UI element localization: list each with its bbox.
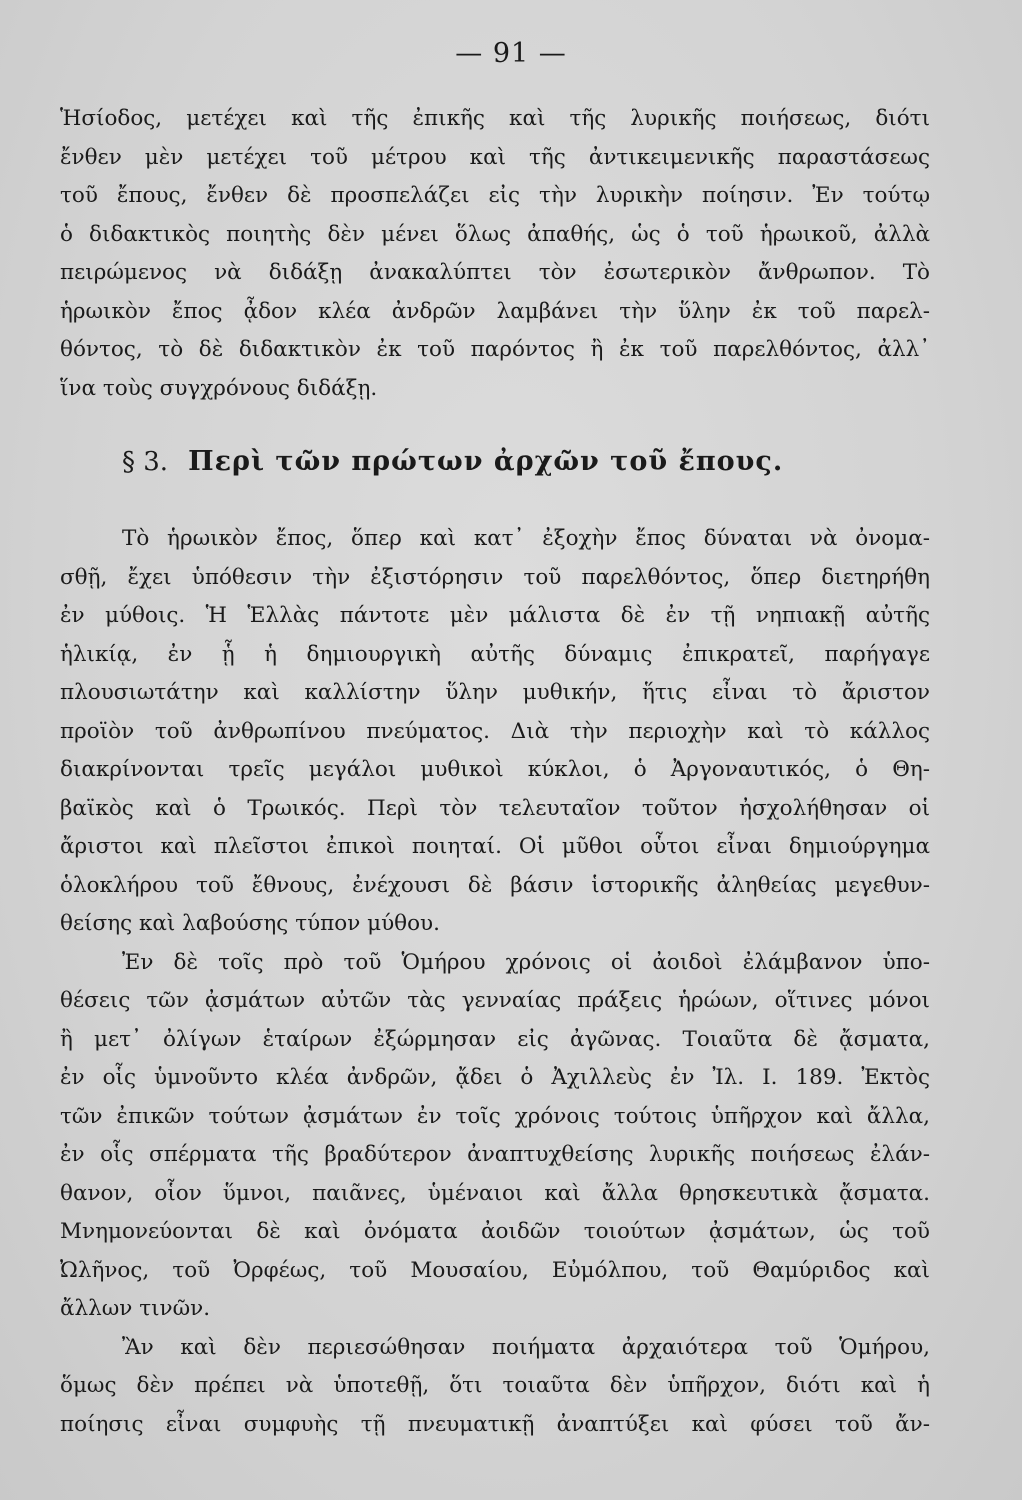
text-line: θείσης καὶ λαβούσης τύπον μύθου. — [60, 911, 440, 936]
text-line: Ἐν δὲ τοῖς πρὸ τοῦ Ὁμήρου χρόνοις οἱ ἀοιδοὶ ἐλάμβανον ὑπο- — [122, 949, 930, 975]
text-line: βαϊκὸς καὶ ὁ Τρωικός. Περὶ τὸν τελευταῖον τοῦτον ἠσχολήθησαν οἱ — [60, 795, 930, 821]
text-line: πειρώμενος νὰ διδάξῃ ἀνακαλύπτει τὸν ἐσωτερικὸν ἄνθρωπον. Τὸ — [60, 260, 930, 285]
text-line: σθῇ, ἔχει ὑπόθεσιν τὴν ἐξιστόρησιν τοῦ παρελθόντος, ὅπερ διετηρήθη — [60, 564, 930, 590]
text-line: Ἡσίοδος, μετέχει καὶ τῆς ἐπικῆς καὶ τῆς λυρικῆς ποιήσεως, διότι — [60, 106, 930, 131]
section-title: Περὶ τῶν πρώτων ἀρχῶν τοῦ ἔπους. — [188, 446, 784, 477]
text-line: διακρίνονται τρεῖς μεγάλοι μυθικοὶ κύκλοι, ὁ Ἀργοναυτικός, ὁ Θη- — [60, 757, 930, 782]
text-line: ἡλικίᾳ, ἐν ᾗ ἡ δημιουργικὴ αὐτῆς δύναμις ἐπικρατεῖ, παρήγαγε — [60, 641, 930, 667]
text-line: ἐν μύθοις. Ἡ Ἑλλὰς πάντοτε μὲν μάλιστα δὲ ἐν τῇ νηπιακῇ αὐτῆς — [60, 603, 930, 628]
text-line: πλουσιωτάτην καὶ καλλίστην ὕλην μυθικήν, ἥτις εἶναι τὸ ἄριστον — [60, 680, 930, 705]
text-line: ἐν οἷς σπέρματα τῆς βραδύτερον ἀναπτυχθείσης λυρικῆς ποιήσεως ἐλάν- — [60, 1142, 930, 1167]
text-line: Τὸ ἡρωικὸν ἔπος, ὅπερ καὶ κατ᾽ ἐξοχὴν ἔπος δύναται νὰ ὀνομα- — [122, 526, 930, 551]
top-paragraph — [60, 100, 930, 408]
text-line: ἔνθεν μὲν μετέχει τοῦ μέτρου καὶ τῆς ἀντικειμενικῆς παραστάσεως — [60, 144, 930, 170]
text-line: θόντος, τὸ δὲ διδακτικὸν ἐκ τοῦ παρόντος ἢ ἐκ τοῦ παρελθόντος, ἀλλ᾽ — [60, 337, 930, 362]
section-body — [60, 520, 930, 1444]
text-line: Μνημονεύονται δὲ καὶ ὀνόματα ἀοιδῶν τοιούτων ᾀσμάτων, ὡς τοῦ — [60, 1219, 930, 1244]
text-line: ὅμως δὲν πρέπει νὰ ὑποτεθῇ, ὅτι τοιαῦτα δὲν ὑπῆρχον, διότι καὶ ἡ — [60, 1373, 930, 1398]
text-line: Ὠλῆνος, τοῦ Ὀρφέως, τοῦ Μουσαίου, Εὐμόλπου, τοῦ Θαμύριδος καὶ — [60, 1257, 930, 1283]
text-line: ὁ διδακτικὸς ποιητὴς δὲν μένει ὅλως ἀπαθής, ὡς ὁ τοῦ ἡρωικοῦ, ἀλλὰ — [60, 221, 930, 247]
text-line: ἄριστοι καὶ πλεῖστοι ἐπικοὶ ποιηταί. Οἱ μῦθοι οὗτοι εἶναι δημιούργημα — [60, 834, 930, 859]
section-heading — [122, 440, 882, 484]
text-line: ποίησις εἶναι συμφυὴς τῇ πνευματικῇ ἀναπτύξει καὶ φύσει τοῦ ἄν- — [60, 1411, 930, 1437]
text-line: προϊὸν τοῦ ἀνθρωπίνου πνεύματος. Διὰ τὴν περιοχὴν καὶ τὸ κάλλος — [60, 718, 930, 744]
text-line: τῶν ἐπικῶν τούτων ᾀσμάτων ἐν τοῖς χρόνοις τούτοις ὑπῆρχον καὶ ἄλλα, — [60, 1103, 930, 1129]
text-line: ὁλοκλήρου τοῦ ἔθνους, ἐνέχουσι δὲ βάσιν ἱστορικῆς ἀληθείας μεγεθυν- — [60, 872, 930, 898]
text-line: Ἂν καὶ δὲν περιεσώθησαν ποιήματα ἀρχαιότερα τοῦ Ὁμήρου, — [122, 1334, 930, 1360]
page-number: — 91 — — [455, 38, 567, 69]
text-line: τοῦ ἔπους, ἔνθεν δὲ προσπελάζει εἰς τὴν λυρικὴν ποίησιν. Ἐν τούτῳ — [60, 183, 930, 208]
text-line: ἡρωικὸν ἔπος ᾆδον κλέα ἀνδρῶν λαμβάνει τὴν ὕλην ἐκ τοῦ παρελ- — [60, 298, 930, 324]
text-line: ἢ μετ᾽ ὀλίγων ἑταίρων ἐξώρμησαν εἰς ἀγῶνας. Τοιαῦτα δὲ ᾄσματα, — [60, 1026, 930, 1052]
text-line: θανον, οἷον ὕμνοι, παιᾶνες, ὑμέναιοι καὶ ἄλλα θρησκευτικὰ ᾄσματα. — [60, 1180, 930, 1206]
text-line: ἐν οἷς ὑμνοῦντο κλέα ἀνδρῶν, ᾄδει ὁ Ἀχιλλεὺς ἐν Ἰλ. Ι. 189. Ἐκτὸς — [60, 1065, 930, 1090]
text-line: ἵνα τοὺς συγχρόνους διδάξῃ. — [60, 375, 378, 401]
text-line: θέσεις τῶν ᾀσμάτων αὐτῶν τὰς γενναίας πράξεις ἡρώων, οἵτινες μόνοι — [60, 988, 930, 1013]
text-line: ἄλλων τινῶν. — [60, 1296, 211, 1321]
section-mark: § 3. — [122, 447, 169, 477]
